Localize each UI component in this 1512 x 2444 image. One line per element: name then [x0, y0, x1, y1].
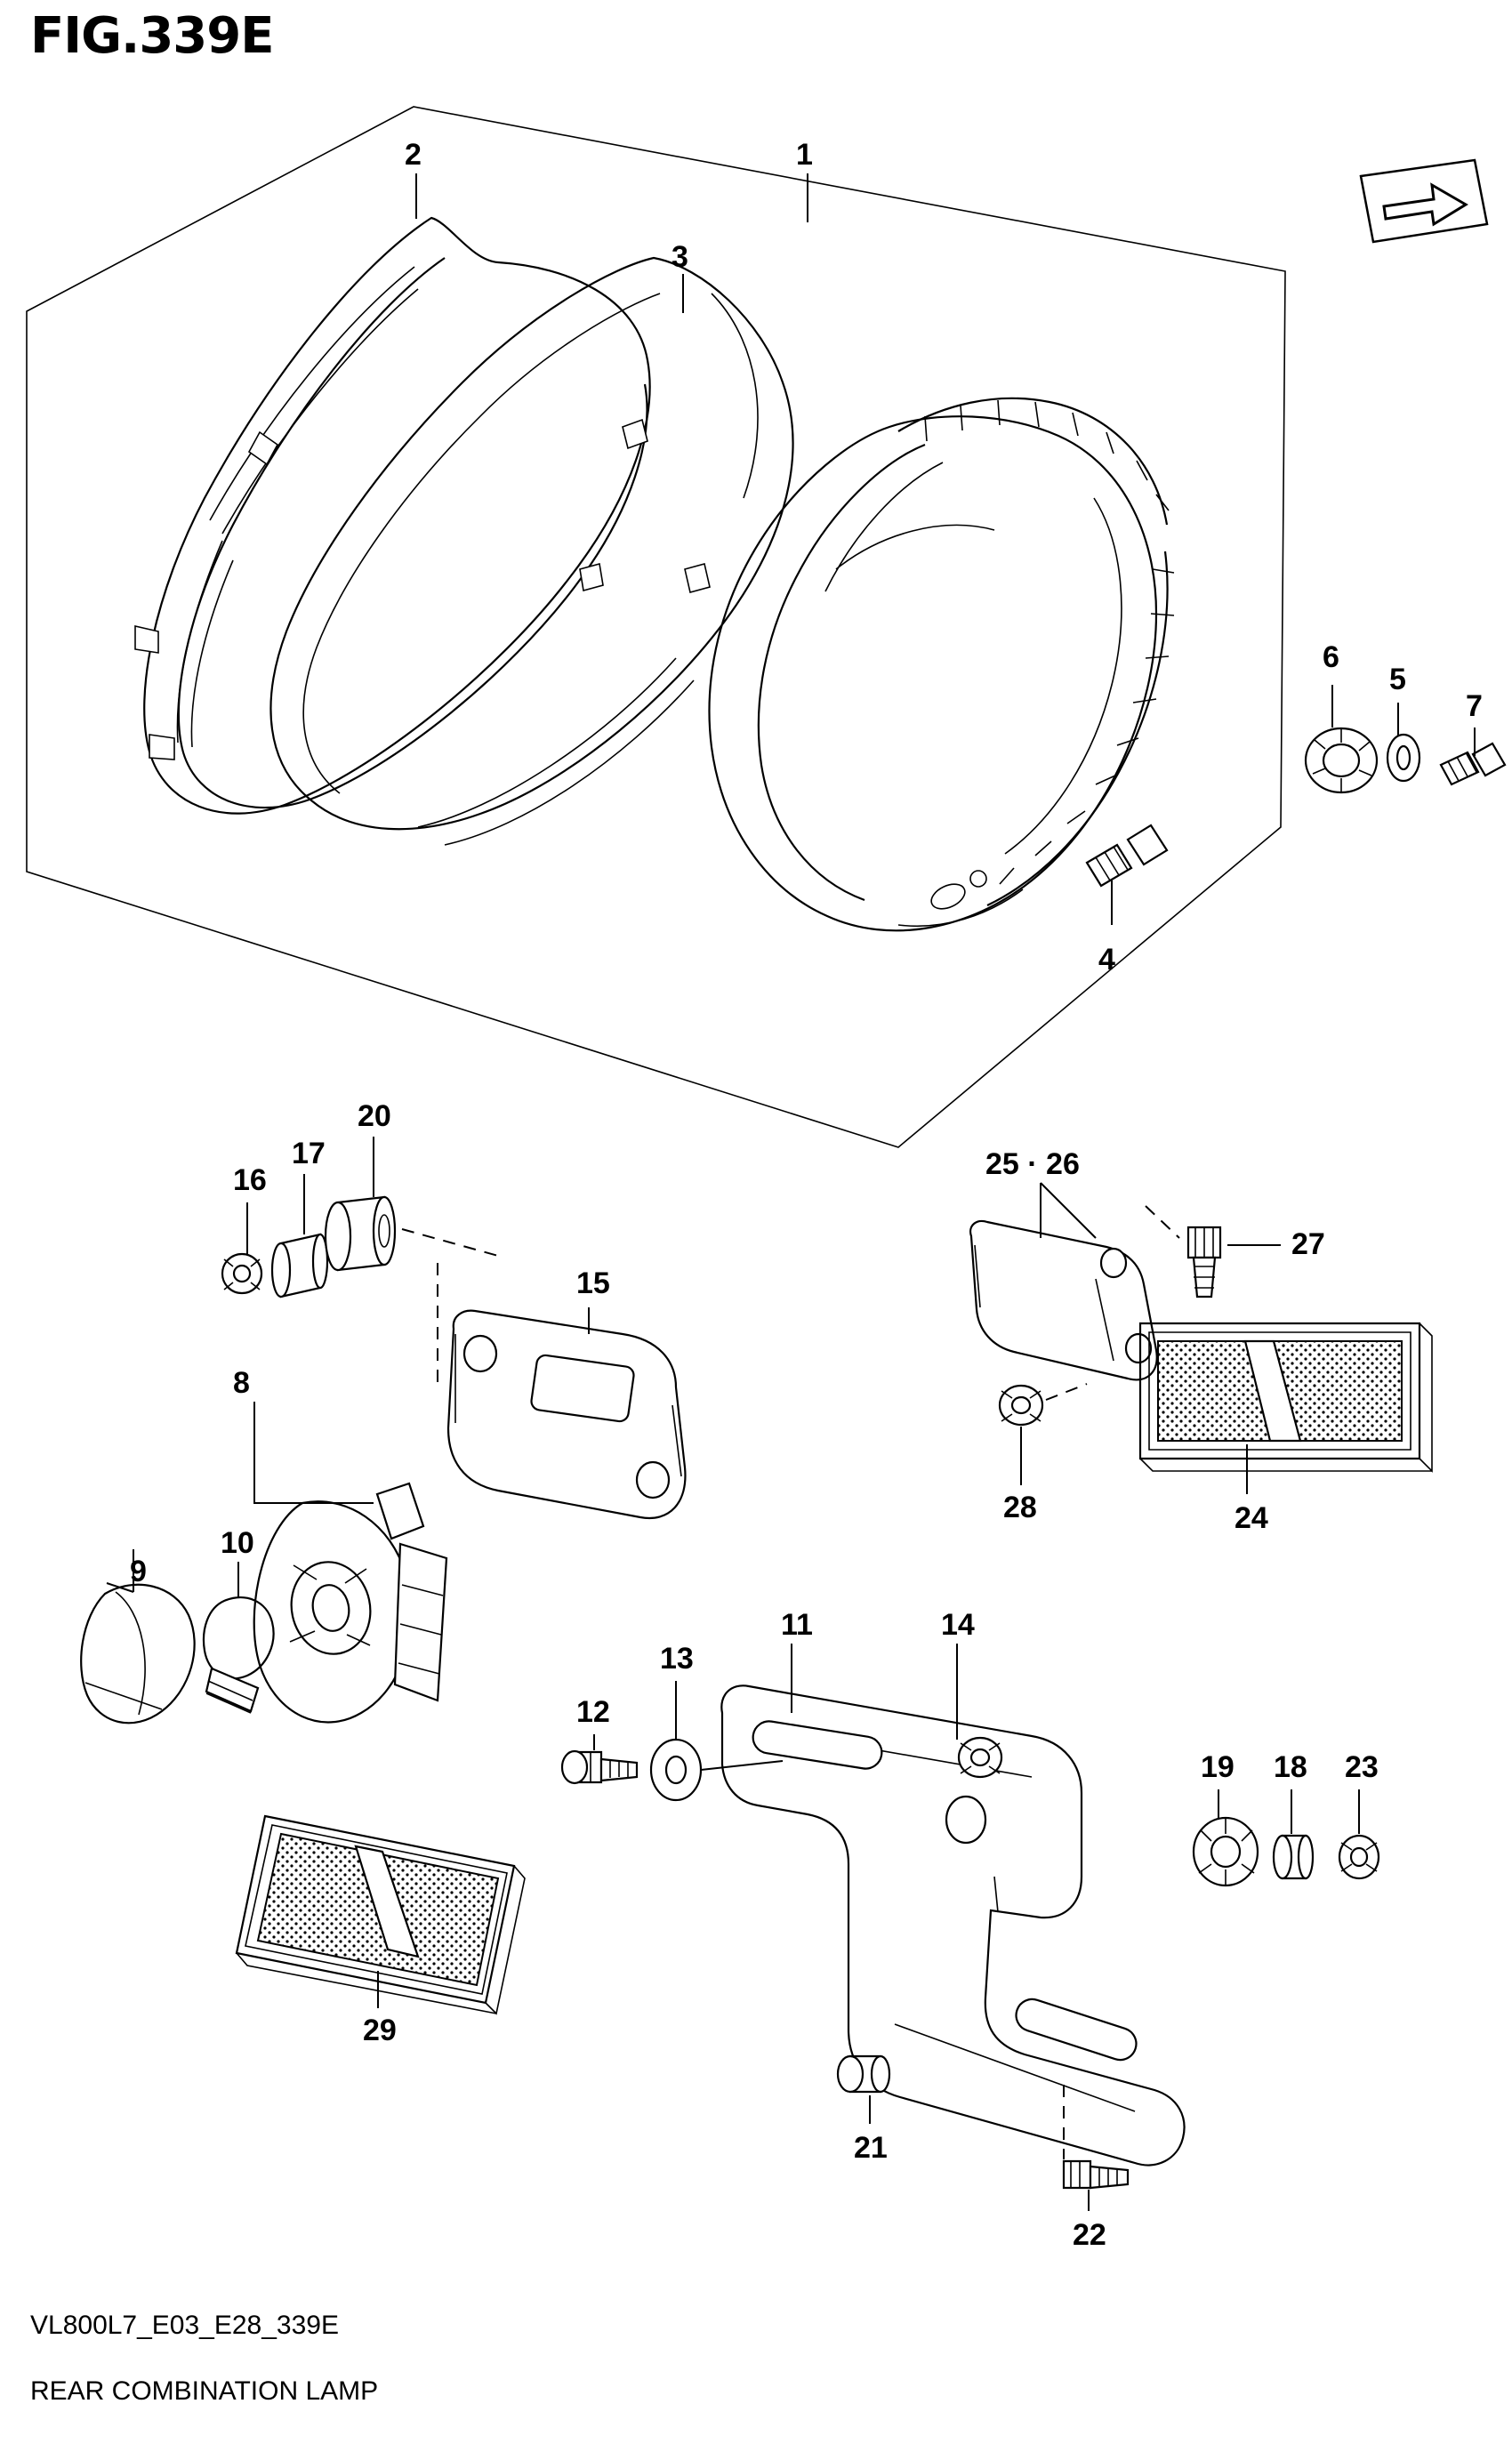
- callout-22: 22: [1073, 2218, 1106, 2252]
- part-16-nut: [222, 1202, 261, 1293]
- figure-footer-code: VL800L7_E03_E28_339E: [30, 2311, 339, 2340]
- part-15-bracket: [438, 1263, 685, 1518]
- part-17-spacer: [272, 1174, 327, 1297]
- fwd-orientation-marker: [1361, 160, 1487, 242]
- callout-2: 2: [405, 138, 422, 172]
- callout-6: 6: [1323, 640, 1339, 674]
- callout-4: 4: [1098, 943, 1115, 977]
- callout-18: 18: [1274, 1750, 1307, 1784]
- callout-3: 3: [672, 240, 688, 274]
- part-1-lamp-housing: [710, 398, 1175, 930]
- part-3-lens-inner: [270, 258, 792, 845]
- callout-23: 23: [1345, 1750, 1379, 1784]
- part-18-spacer: [1274, 1789, 1313, 1878]
- callout-14: 14: [941, 1608, 975, 1642]
- callout-17: 17: [292, 1137, 326, 1170]
- callout-25-26: 25 · 26: [985, 1147, 1080, 1181]
- callout-5: 5: [1389, 663, 1406, 696]
- callout-28: 28: [1003, 1491, 1037, 1524]
- part-28-nut: [1000, 1384, 1087, 1485]
- part-21-grommet: [838, 2056, 889, 2124]
- callout-19: 19: [1201, 1750, 1235, 1784]
- part-11-bracket: [721, 1644, 1184, 2165]
- part-27-screw: [1188, 1227, 1281, 1297]
- part-12-screw: [562, 1734, 637, 1783]
- part-5-washer: [1387, 703, 1420, 781]
- part-6-grommet: [1306, 685, 1377, 792]
- part-23-nut: [1339, 1789, 1379, 1878]
- callout-21: 21: [854, 2131, 888, 2165]
- part-29-reflector: [237, 1816, 525, 2014]
- callout-15: 15: [576, 1266, 610, 1300]
- part-8-socket-assembly: [254, 1402, 446, 1722]
- figure-footer-name: REAR COMBINATION LAMP: [30, 2376, 379, 2406]
- part-20-bushing: [326, 1137, 498, 1270]
- callout-8: 8: [233, 1366, 250, 1400]
- callout-9: 9: [130, 1555, 147, 1588]
- callout-16: 16: [233, 1163, 267, 1197]
- callout-20: 20: [358, 1099, 391, 1133]
- part-4-screw: [1087, 825, 1167, 925]
- part-14-nut: [957, 1644, 1001, 1777]
- callout-11: 11: [781, 1608, 813, 1642]
- part-10-bulb: [204, 1562, 274, 1713]
- part-24-reflector: [1140, 1323, 1432, 1494]
- callout-10: 10: [221, 1526, 254, 1560]
- assembly-group-frame: [27, 107, 1285, 1147]
- callout-13: 13: [660, 1642, 694, 1676]
- part-7-screw: [1441, 728, 1505, 784]
- part-25-26-bracket: [970, 1183, 1179, 1379]
- part-22-bolt: [1064, 2085, 1128, 2211]
- part-19-grommet: [1194, 1789, 1258, 1885]
- callout-24: 24: [1235, 1501, 1268, 1535]
- callout-7: 7: [1466, 689, 1483, 723]
- callout-29: 29: [363, 2014, 397, 2047]
- figure-title: FIG.339E: [30, 7, 274, 65]
- callout-1: 1: [796, 138, 813, 172]
- callout-12: 12: [576, 1695, 610, 1729]
- callout-27: 27: [1291, 1227, 1325, 1261]
